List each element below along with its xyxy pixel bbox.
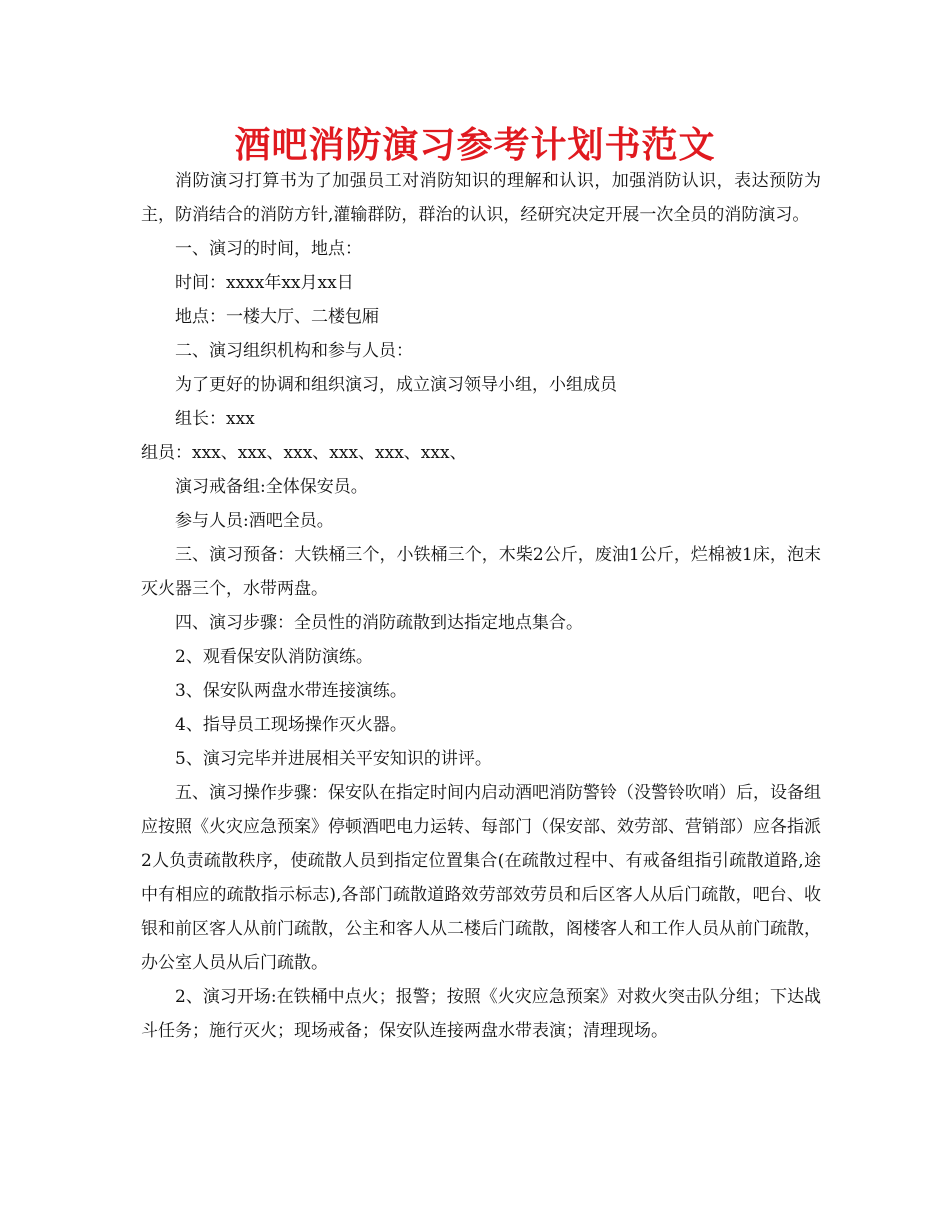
paragraph-step-2: 2、观看保安队消防演练。 <box>175 647 373 667</box>
paragraph-step-3: 3、保安队两盘水带连接演练。 <box>175 681 407 701</box>
paragraph-section-1-heading: 一、演习的时间，地点： <box>175 239 362 259</box>
paragraph-step-4: 4、指导员工现场操作灭火器。 <box>175 715 407 735</box>
paragraph-location: 地点：一楼大厅、二楼包厢 <box>175 307 379 327</box>
paragraph-time: 时间：xxxx年xx月xx日 <box>175 273 354 293</box>
paragraph-security-team: 演习戒备组:全体保安员。 <box>175 477 368 497</box>
paragraph-step-5: 5、演习完毕并进展相关平安知识的讲评。 <box>175 749 492 769</box>
paragraph-group-leader: 组长：xxx <box>175 409 255 429</box>
paragraph-intro: 消防演习打算书为了加强员工对消防知识的理解和认识，加强消防认识，表达预防为主，防消结合的消防方针,灌输群防，群治的认识，经研究决定开展一次全员的消防演习。 <box>141 171 821 225</box>
document-body <box>141 164 821 1048</box>
paragraph-leadership-group: 为了更好的协调和组织演习，成立演习领导小组，小组成员 <box>175 375 617 395</box>
paragraph-group-members: 组员：xxx、xxx、xxx、xxx、xxx、xxx、 <box>141 443 467 463</box>
paragraph-section-3-preparation: 三、演习预备：大铁桶三个，小铁桶三个，木柴2公斤，废油1公斤，烂棉被1床，泡末灭火器三个，水带两盘。 <box>141 545 821 599</box>
document-title: 酒吧消防演习参考计划书范文 <box>234 125 716 166</box>
paragraph-section-5-operation: 五、演习操作步骤：保安队在指定时间内启动酒吧消防警铃（没警铃吹哨）后，设备组应按照《火灾应急预案》停顿酒吧电力运转、每部门（保安部、效劳部、营销部）应各指派2人负责疏散秩序，使疏散人员到指定位置集合(在疏散过程中、有戒备组指引疏散道路,途中有相应的疏散指示标志),各部门疏散道路效劳部效劳员和后区客人从后门疏散，吧台、收银和前区客人从前门疏散，公主和客人从二楼后门疏散，阁楼客人和工作人员从前门疏散，办公室人员从后门疏散。 <box>141 783 821 973</box>
paragraph-drill-start: 2、演习开场:在铁桶中点火；报警；按照《火灾应急预案》对救火突击队分组；下达战斗任务；施行灭火；现场戒备；保安队连接两盘水带表演；清理现场。 <box>141 987 821 1041</box>
paragraph-section-4-steps: 四、演习步骤：全员性的消防疏散到达指定地点集合。 <box>175 613 583 633</box>
paragraph-section-2-heading: 二、演习组织机构和参与人员： <box>175 341 413 361</box>
paragraph-participants: 参与人员:酒吧全员。 <box>175 511 334 531</box>
